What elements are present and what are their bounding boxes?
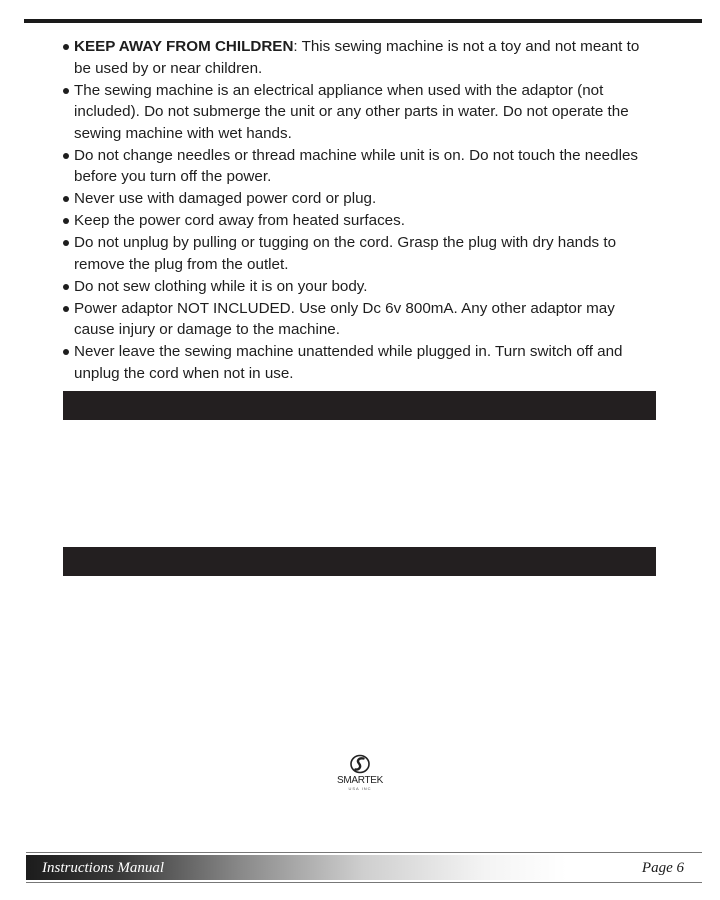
bullet-text: Power adaptor NOT INCLUDED. Use only Dc 6v 800mA. Any other adaptor may cause injury or damage to the machine. [74, 299, 615, 338]
list-item [62, 298, 658, 341]
list-item [62, 276, 658, 298]
smartek-logo-icon [349, 754, 371, 774]
bullet-heading: KEEP AWAY FROM CHILDREN [74, 38, 294, 55]
list-item [62, 36, 658, 79]
logo-subtitle: USA INC [348, 786, 372, 791]
list-item [62, 232, 658, 275]
bullet-text: Do not unplug by pulling or tugging on the cord. Grasp the plug with dry hands to remove the plug from the outlet. [74, 234, 617, 273]
bullet-text: Do not change needles or thread machine while unit is on. Do not touch the needles before you turn off the power. [74, 146, 638, 185]
page-number: Page 6 [641, 860, 684, 876]
bullet-text: : This sewing machine is not a toy and not meant to be used by or near children. [74, 38, 640, 77]
footer-title: Instructions Manual [42, 860, 165, 876]
list-item [62, 80, 658, 145]
list-item [62, 188, 658, 210]
bullet-text: Do not sew clothing while it is on your body. [74, 277, 368, 295]
bullet-text: Never leave the sewing machine unattended while plugged in. Turn switch off and unplug the cord when not in use. [74, 343, 623, 382]
footer-rule-bottom [26, 882, 702, 883]
footer-rule-top [26, 852, 702, 853]
logo-brand: SMARTEK [336, 775, 384, 786]
bullet-text: The sewing machine is an electrical appliance when used with the adaptor (not included). Do not submerge the unit or any other parts in water. Do not operate the sewing machine with wet hands. [74, 81, 629, 142]
section-bar-1 [63, 391, 656, 420]
list-item [62, 341, 658, 384]
safety-list [62, 36, 658, 385]
list-item [62, 145, 658, 188]
section-bar-2 [63, 547, 656, 576]
top-rule [24, 19, 702, 23]
bullet-text: Keep the power cord away from heated surfaces. [74, 212, 405, 229]
list-item [62, 210, 658, 232]
bullet-text: Never use with damaged power cord or plug. [74, 190, 377, 207]
smartek-logo [330, 754, 390, 791]
